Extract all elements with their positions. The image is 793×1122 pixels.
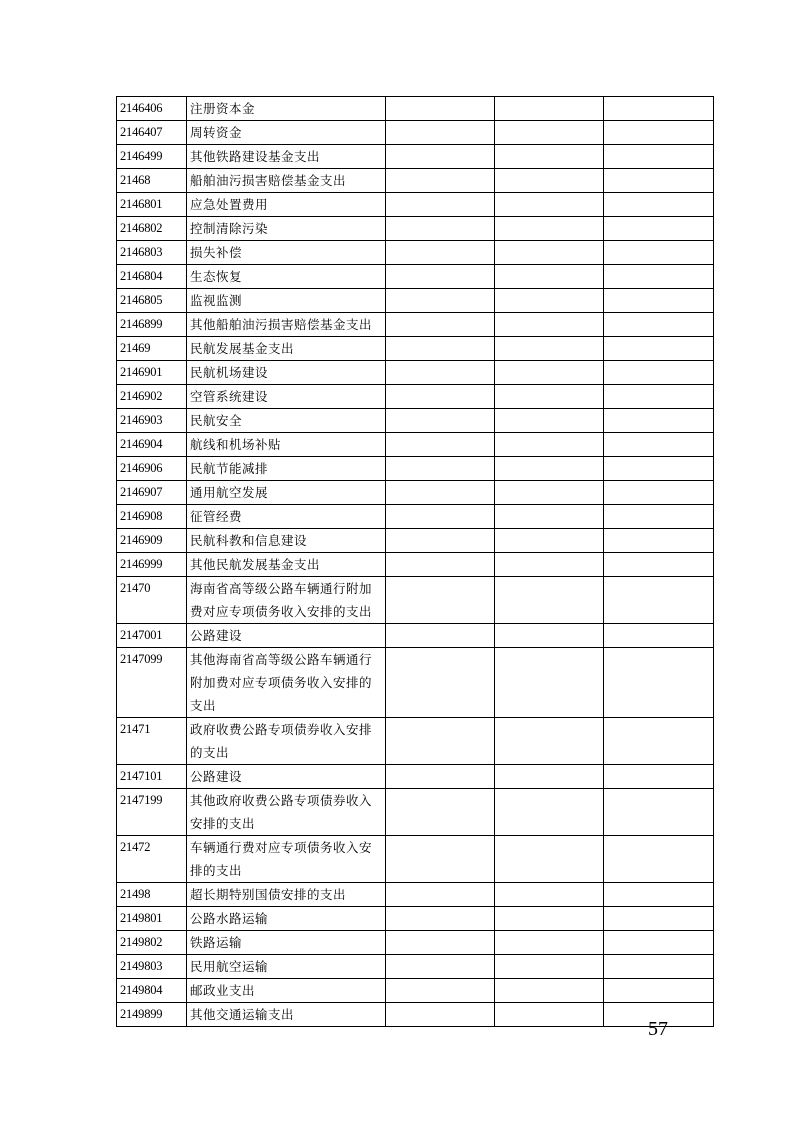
amount-cell xyxy=(604,97,714,121)
budget-code-cell: 2146899 xyxy=(117,313,187,337)
budget-code-cell: 2146802 xyxy=(117,217,187,241)
amount-cell xyxy=(495,241,604,265)
amount-cell xyxy=(495,789,604,836)
amount-cell xyxy=(604,553,714,577)
budget-item-name-cell: 征管经费 xyxy=(187,505,386,529)
amount-cell xyxy=(604,169,714,193)
budget-code-cell: 2149802 xyxy=(117,931,187,955)
amount-cell xyxy=(604,217,714,241)
amount-cell xyxy=(604,481,714,505)
amount-cell xyxy=(386,648,495,718)
amount-cell xyxy=(604,836,714,883)
amount-cell xyxy=(604,265,714,289)
amount-cell xyxy=(386,765,495,789)
amount-cell xyxy=(495,169,604,193)
amount-cell xyxy=(495,313,604,337)
amount-cell xyxy=(604,931,714,955)
budget-code-cell: 2146901 xyxy=(117,361,187,385)
table-row xyxy=(117,217,714,241)
amount-cell xyxy=(386,907,495,931)
amount-cell xyxy=(604,193,714,217)
amount-cell xyxy=(495,481,604,505)
amount-cell xyxy=(604,385,714,409)
budget-code-cell: 2147101 xyxy=(117,765,187,789)
amount-cell xyxy=(604,979,714,1003)
budget-code-cell: 21472 xyxy=(117,836,187,883)
page-number: 57 xyxy=(648,1018,668,1040)
budget-code-cell: 2146903 xyxy=(117,409,187,433)
amount-cell xyxy=(495,289,604,313)
budget-item-name-cell: 其他铁路建设基金支出 xyxy=(187,145,386,169)
amount-cell xyxy=(604,145,714,169)
budget-item-name-cell: 公路建设 xyxy=(187,624,386,648)
amount-cell xyxy=(386,789,495,836)
table-row xyxy=(117,955,714,979)
budget-code-cell: 2146906 xyxy=(117,457,187,481)
amount-cell xyxy=(386,361,495,385)
amount-cell xyxy=(495,193,604,217)
budget-item-name-cell: 民航机场建设 xyxy=(187,361,386,385)
amount-cell xyxy=(386,553,495,577)
table-row xyxy=(117,648,714,718)
amount-cell xyxy=(495,931,604,955)
budget-table-body xyxy=(117,97,714,1027)
budget-code-cell: 2146407 xyxy=(117,121,187,145)
budget-item-name-cell: 其他交通运输支出 xyxy=(187,1003,386,1027)
budget-code-cell: 2146801 xyxy=(117,193,187,217)
budget-item-name-cell: 民航科教和信息建设 xyxy=(187,529,386,553)
amount-cell xyxy=(495,648,604,718)
amount-cell xyxy=(604,624,714,648)
amount-cell xyxy=(386,97,495,121)
table-row xyxy=(117,765,714,789)
budget-item-name-cell: 民航安全 xyxy=(187,409,386,433)
amount-cell xyxy=(386,529,495,553)
budget-code-cell: 21470 xyxy=(117,577,187,624)
amount-cell xyxy=(604,955,714,979)
table-row xyxy=(117,145,714,169)
budget-code-cell: 2149803 xyxy=(117,955,187,979)
amount-cell xyxy=(604,289,714,313)
table-row xyxy=(117,907,714,931)
amount-cell xyxy=(604,718,714,765)
table-row xyxy=(117,457,714,481)
budget-item-name-cell: 通用航空发展 xyxy=(187,481,386,505)
budget-code-cell: 2147099 xyxy=(117,648,187,718)
budget-code-cell: 21468 xyxy=(117,169,187,193)
table-row xyxy=(117,718,714,765)
amount-cell xyxy=(495,97,604,121)
budget-item-name-cell: 民航节能减排 xyxy=(187,457,386,481)
table-row xyxy=(117,385,714,409)
amount-cell xyxy=(495,765,604,789)
amount-cell xyxy=(604,433,714,457)
amount-cell xyxy=(386,577,495,624)
amount-cell xyxy=(386,289,495,313)
table-row xyxy=(117,789,714,836)
amount-cell xyxy=(495,385,604,409)
budget-item-name-cell: 其他民航发展基金支出 xyxy=(187,553,386,577)
amount-cell xyxy=(495,265,604,289)
amount-cell xyxy=(386,169,495,193)
amount-cell xyxy=(604,121,714,145)
amount-cell xyxy=(386,337,495,361)
budget-item-name-cell: 公路建设 xyxy=(187,765,386,789)
amount-cell xyxy=(386,145,495,169)
amount-cell xyxy=(386,265,495,289)
budget-code-cell: 2149801 xyxy=(117,907,187,931)
table-row xyxy=(117,529,714,553)
amount-cell xyxy=(604,883,714,907)
table-row xyxy=(117,409,714,433)
table-row xyxy=(117,265,714,289)
table-row xyxy=(117,883,714,907)
amount-cell xyxy=(604,789,714,836)
table-row xyxy=(117,121,714,145)
amount-cell xyxy=(386,433,495,457)
amount-cell xyxy=(386,1003,495,1027)
amount-cell xyxy=(386,121,495,145)
budget-code-cell: 2146499 xyxy=(117,145,187,169)
amount-cell xyxy=(386,385,495,409)
table-row xyxy=(117,1003,714,1027)
amount-cell xyxy=(604,529,714,553)
budget-item-name-cell: 监视监测 xyxy=(187,289,386,313)
budget-item-name-cell: 其他政府收费公路专项债券收入安排的支出 xyxy=(187,789,386,836)
amount-cell xyxy=(604,337,714,361)
amount-cell xyxy=(495,433,604,457)
amount-cell xyxy=(386,193,495,217)
amount-cell xyxy=(604,765,714,789)
amount-cell xyxy=(386,624,495,648)
amount-cell xyxy=(604,409,714,433)
budget-item-name-cell: 船舶油污损害赔偿基金支出 xyxy=(187,169,386,193)
amount-cell xyxy=(495,553,604,577)
budget-item-name-cell: 应急处置费用 xyxy=(187,193,386,217)
amount-cell xyxy=(386,217,495,241)
budget-code-cell: 2146902 xyxy=(117,385,187,409)
amount-cell xyxy=(495,217,604,241)
table-row xyxy=(117,505,714,529)
table-row xyxy=(117,433,714,457)
budget-item-name-cell: 车辆通行费对应专项债务收入安排的支出 xyxy=(187,836,386,883)
table-row xyxy=(117,481,714,505)
amount-cell xyxy=(386,481,495,505)
budget-table xyxy=(116,96,714,1027)
amount-cell xyxy=(495,955,604,979)
amount-cell xyxy=(604,907,714,931)
amount-cell xyxy=(604,313,714,337)
budget-item-name-cell: 控制清除污染 xyxy=(187,217,386,241)
budget-item-name-cell: 生态恢复 xyxy=(187,265,386,289)
table-row xyxy=(117,931,714,955)
amount-cell xyxy=(386,836,495,883)
table-row xyxy=(117,361,714,385)
budget-code-cell: 2146406 xyxy=(117,97,187,121)
budget-code-cell: 2146907 xyxy=(117,481,187,505)
amount-cell xyxy=(495,1003,604,1027)
amount-cell xyxy=(386,505,495,529)
table-row xyxy=(117,313,714,337)
amount-cell xyxy=(495,907,604,931)
amount-cell xyxy=(604,577,714,624)
amount-cell xyxy=(604,457,714,481)
budget-code-cell: 2147001 xyxy=(117,624,187,648)
amount-cell xyxy=(495,979,604,1003)
amount-cell xyxy=(495,457,604,481)
table-row xyxy=(117,624,714,648)
budget-code-cell: 21469 xyxy=(117,337,187,361)
amount-cell xyxy=(604,648,714,718)
budget-code-cell: 2149899 xyxy=(117,1003,187,1027)
amount-cell xyxy=(386,409,495,433)
budget-code-cell: 2146909 xyxy=(117,529,187,553)
budget-code-cell: 2146805 xyxy=(117,289,187,313)
amount-cell xyxy=(386,883,495,907)
budget-item-name-cell: 损失补偿 xyxy=(187,241,386,265)
amount-cell xyxy=(495,836,604,883)
amount-cell xyxy=(495,145,604,169)
amount-cell xyxy=(495,409,604,433)
amount-cell xyxy=(604,241,714,265)
budget-item-name-cell: 超长期特别国债安排的支出 xyxy=(187,883,386,907)
budget-item-name-cell: 航线和机场补贴 xyxy=(187,433,386,457)
table-row xyxy=(117,97,714,121)
budget-code-cell: 2146904 xyxy=(117,433,187,457)
budget-code-cell: 2147199 xyxy=(117,789,187,836)
budget-item-name-cell: 海南省高等级公路车辆通行附加费对应专项债务收入安排的支出 xyxy=(187,577,386,624)
amount-cell xyxy=(495,718,604,765)
budget-code-cell: 2146908 xyxy=(117,505,187,529)
amount-cell xyxy=(495,883,604,907)
amount-cell xyxy=(495,577,604,624)
amount-cell xyxy=(604,361,714,385)
amount-cell xyxy=(495,505,604,529)
budget-item-name-cell: 民航发展基金支出 xyxy=(187,337,386,361)
table-row xyxy=(117,289,714,313)
budget-item-name-cell: 邮政业支出 xyxy=(187,979,386,1003)
amount-cell xyxy=(495,624,604,648)
budget-item-name-cell: 民用航空运输 xyxy=(187,955,386,979)
budget-code-cell: 2146803 xyxy=(117,241,187,265)
amount-cell xyxy=(386,931,495,955)
amount-cell xyxy=(495,337,604,361)
amount-cell xyxy=(604,505,714,529)
budget-code-cell: 21498 xyxy=(117,883,187,907)
amount-cell xyxy=(495,121,604,145)
budget-item-name-cell: 注册资本金 xyxy=(187,97,386,121)
table-row xyxy=(117,553,714,577)
table-row xyxy=(117,169,714,193)
budget-code-cell: 2146999 xyxy=(117,553,187,577)
budget-item-name-cell: 其他船舶油污损害赔偿基金支出 xyxy=(187,313,386,337)
budget-item-name-cell: 公路水路运输 xyxy=(187,907,386,931)
table-row xyxy=(117,577,714,624)
table-row xyxy=(117,979,714,1003)
amount-cell xyxy=(386,457,495,481)
table-row xyxy=(117,193,714,217)
amount-cell xyxy=(386,718,495,765)
budget-item-name-cell: 铁路运输 xyxy=(187,931,386,955)
amount-cell xyxy=(495,361,604,385)
budget-code-cell: 2146804 xyxy=(117,265,187,289)
amount-cell xyxy=(386,955,495,979)
table-row xyxy=(117,836,714,883)
budget-item-name-cell: 政府收费公路专项债券收入安排的支出 xyxy=(187,718,386,765)
budget-item-name-cell: 空管系统建设 xyxy=(187,385,386,409)
table-row xyxy=(117,337,714,361)
amount-cell xyxy=(386,313,495,337)
table-row xyxy=(117,241,714,265)
budget-item-name-cell: 其他海南省高等级公路车辆通行附加费对应专项债务收入安排的支出 xyxy=(187,648,386,718)
amount-cell xyxy=(495,529,604,553)
budget-code-cell: 21471 xyxy=(117,718,187,765)
budget-code-cell: 2149804 xyxy=(117,979,187,1003)
budget-item-name-cell: 周转资金 xyxy=(187,121,386,145)
amount-cell xyxy=(386,241,495,265)
amount-cell xyxy=(386,979,495,1003)
